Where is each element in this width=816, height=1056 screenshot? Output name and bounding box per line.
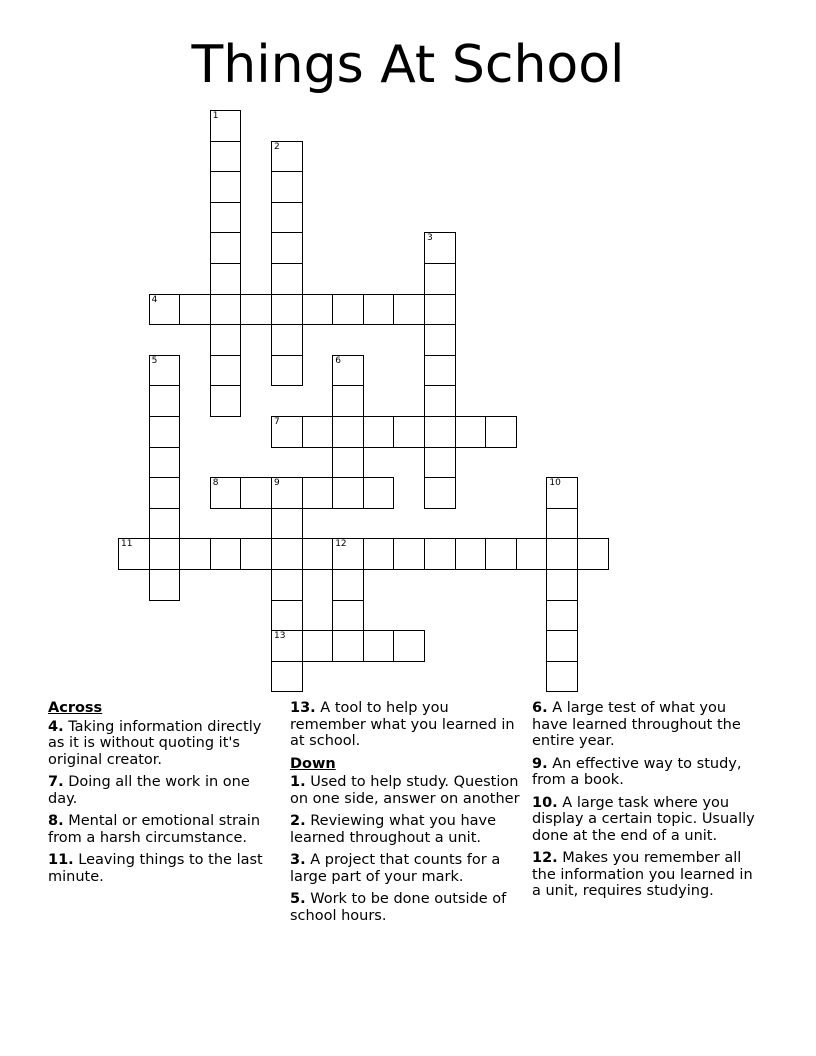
grid-cell[interactable] [577,538,609,570]
clue-text: Leaving things to the last minute. [48,852,263,885]
grid-cell[interactable] [179,538,211,570]
grid-cell[interactable] [424,447,456,479]
clue-item [48,719,280,769]
down-clues-list-continued [532,700,764,900]
grid-cell[interactable] [363,416,395,448]
grid-cell[interactable] [332,447,364,479]
grid-cell[interactable] [455,538,487,570]
grid-cell[interactable] [393,630,425,662]
grid-cell[interactable] [302,416,334,448]
grid-cell[interactable] [424,416,456,448]
grid-cell[interactable] [210,171,242,203]
clue-item [290,813,522,846]
grid-cell[interactable] [546,508,578,540]
down-clues-list [290,774,522,924]
clue-item [290,852,522,885]
grid-cell[interactable] [118,538,150,570]
grid-cell[interactable] [271,294,303,326]
grid-cell[interactable] [210,202,242,234]
grid-cell[interactable] [210,355,242,387]
grid-cell[interactable] [210,294,242,326]
grid-cell[interactable] [546,600,578,632]
grid-cell[interactable] [271,324,303,356]
grid-cell[interactable] [516,538,548,570]
grid-cell[interactable] [332,416,364,448]
grid-cell[interactable] [271,232,303,264]
clue-item [48,774,280,807]
grid-cell[interactable] [332,569,364,601]
grid-cell[interactable] [363,630,395,662]
clue-number: 10. [532,794,558,811]
grid-cell[interactable] [210,232,242,264]
grid-cell[interactable] [332,630,364,662]
grid-cell[interactable] [240,294,272,326]
grid-cell[interactable] [210,141,242,173]
grid-cell[interactable] [149,508,181,540]
clue-number: 13. [290,700,316,716]
clue-number: 3. [290,852,306,868]
grid-cell[interactable] [424,294,456,326]
grid-cell[interactable] [210,385,242,417]
clue-number-label: 6 [335,355,341,366]
grid-cell[interactable] [302,538,334,570]
clue-text: Work to be done outside of school hours. [290,891,507,924]
clue-item [532,795,764,845]
grid-cell[interactable] [424,232,456,264]
grid-cell[interactable] [485,416,517,448]
grid-cell[interactable] [302,630,334,662]
grid-cell[interactable] [332,538,364,570]
clue-number-label: 7 [274,417,280,427]
grid-cell[interactable] [546,569,578,601]
clue-number: 9. [532,755,548,772]
clue-text: Doing all the work in one day. [48,774,250,807]
clue-item [532,700,764,750]
clue-text: A tool to help you remember what you learned in at school. [290,700,515,749]
grid-cell[interactable] [271,538,303,570]
grid-cell[interactable] [363,538,395,570]
grid-cell[interactable] [149,385,181,417]
grid-cell[interactable] [210,263,242,295]
grid-cell[interactable] [424,385,456,417]
clue-item [532,850,764,900]
clue-number-label: 13 [274,631,286,642]
clue-item [48,852,280,885]
clue-text: Taking information directly as it is without quoting it's original creator. [48,718,262,768]
grid-cell[interactable] [332,600,364,632]
clue-number-label: 3 [427,233,433,244]
clue-text: A large task where you display a certain topic. Usually done at the end of a unit. [532,794,755,844]
grid-cell[interactable] [424,538,456,570]
grid-cell[interactable] [332,294,364,326]
grid-cell[interactable] [546,630,578,662]
clues-column-1 [48,700,280,891]
clue-number-label: 9 [274,478,280,489]
clue-number-label: 11 [121,539,133,550]
clue-text: Reviewing what you have learned throughout a unit. [290,813,497,846]
grid-cell[interactable] [271,600,303,632]
clue-number: 8. [48,813,64,829]
clue-number-label: 10 [549,478,561,489]
grid-cell[interactable] [149,477,181,509]
grid-cell[interactable] [149,447,181,479]
clue-number-label: 1 [212,111,219,121]
grid-cell[interactable] [393,294,425,326]
grid-cell[interactable] [271,661,303,693]
grid-cell[interactable] [210,477,242,509]
grid-cell[interactable] [149,416,181,448]
clue-text: An effective way to study, from a book. [532,755,742,788]
clue-number: 1. [290,774,306,790]
grid-cell[interactable] [332,477,364,509]
clue-number: 12. [532,850,558,866]
across-clues-list [48,719,280,886]
grid-cell[interactable] [149,294,181,326]
grid-cell[interactable] [363,477,395,509]
grid-cell[interactable] [149,538,181,570]
puzzle-title: Things At School [191,35,625,95]
grid-cell[interactable] [271,416,303,448]
grid-cell[interactable] [240,477,272,509]
grid-cell[interactable] [424,477,456,509]
grid-cell[interactable] [485,538,517,570]
grid-cell[interactable] [302,294,334,326]
grid-cell[interactable] [332,385,364,417]
clue-number-label: 12 [335,539,347,550]
grid-cell[interactable] [271,171,303,203]
grid-cell[interactable] [546,477,578,509]
grid-cell[interactable] [240,538,272,570]
grid-cell[interactable] [424,355,456,387]
clue-number: 4. [48,718,64,735]
clue-number: 5. [290,891,306,907]
clue-item [532,756,764,789]
grid-cell[interactable] [271,477,303,509]
clues-column-2 [290,700,522,930]
grid-cell[interactable] [363,294,395,326]
grid-cell[interactable] [271,569,303,601]
clue-number-label: 8 [212,478,219,489]
clue-number: 6. [532,700,548,716]
clue-number: 7. [48,774,64,790]
grid-cell[interactable] [546,661,578,693]
grid-cell[interactable] [393,538,425,570]
grid-cell[interactable] [210,110,242,142]
clue-item [290,700,522,750]
grid-cell[interactable] [271,202,303,234]
grid-cell[interactable] [149,355,181,387]
grid-cell[interactable] [210,324,242,356]
across-heading: Across [48,700,103,716]
clue-text: Mental or emotional strain from a harsh circumstance. [48,813,261,846]
grid-cell[interactable] [271,141,303,173]
grid-cell[interactable] [179,294,211,326]
grid-cell[interactable] [546,538,578,570]
clue-item [290,774,522,807]
clue-text: Used to help study. Question on one side, answer on another [290,774,520,807]
grid-cell[interactable] [302,477,334,509]
grid-cell[interactable] [149,569,181,601]
clue-number-label: 2 [274,141,280,152]
grid-cell[interactable] [271,630,303,662]
clue-text: A project that counts for a large part of your mark. [290,852,501,885]
grid-cell[interactable] [271,508,303,540]
clue-number: 11. [48,852,74,868]
grid-cell[interactable] [271,263,303,295]
grid-cell[interactable] [271,355,303,387]
grid-cell[interactable] [393,416,425,448]
clue-number-label: 4 [151,294,158,305]
clue-number-label: 5 [151,355,158,366]
grid-cell[interactable] [210,538,242,570]
clue-text: A large test of what you have learned throughout the entire year. [532,700,741,749]
clues-column-3 [532,700,764,906]
across-clues-list-continued [290,700,522,750]
grid-cell[interactable] [455,416,487,448]
grid-cell[interactable] [424,324,456,356]
clue-item [48,813,280,846]
grid-cell[interactable] [424,263,456,295]
clue-number: 2. [290,813,306,829]
grid-cell[interactable] [332,355,364,387]
down-heading: Down [290,755,336,772]
clue-text: Makes you remember all the information you learned in a unit, requires studying. [532,850,753,899]
clue-item [290,891,522,924]
